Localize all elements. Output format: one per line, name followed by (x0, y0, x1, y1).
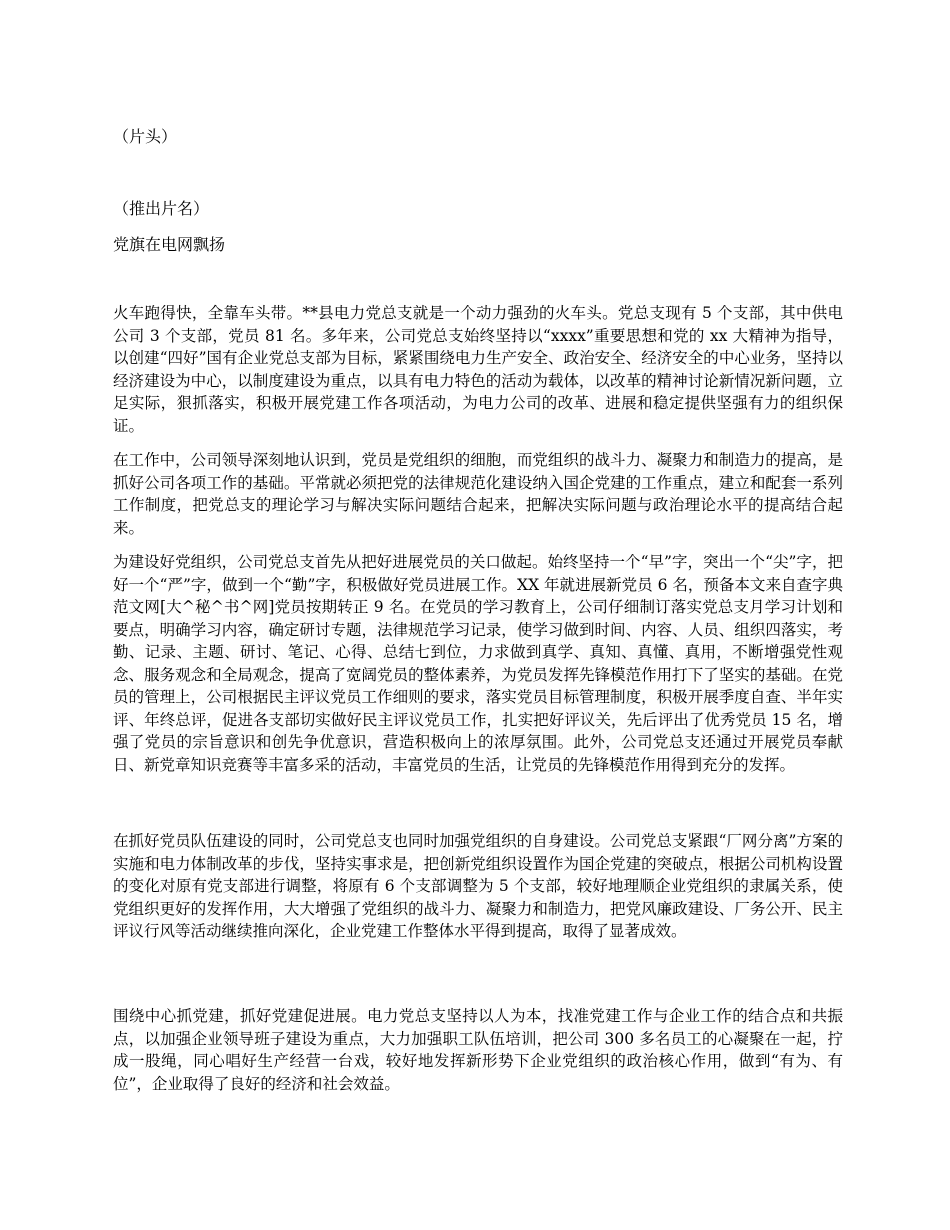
paragraph-2: 在工作中，公司领导深刻地认识到，党员是党组织的细胞，而党组织的战斗力、凝聚力和制造力的提高，是抓好公司各项工作的基础。平常就必须把党的法律规范化建设纳入国企党建的工作重点，建立和配套一系列工作制度，把党总支的理论学习与解决实际问题结合起来，把解决实际问题与政治理论水平的提高结合起来。 (113, 451, 843, 537)
paragraph-3: 为建设好党组织，公司党总支首先从把好进展党员的关口做起。始终坚持一个“早”字，突出一个“尖”字，把好一个“严”字，做到一个“勤”字，积极做好党员进展工作。XX 年就进展新党员 6 名，预备本文来自查字典范文网[大^秘^书^网]党员按期转正 9 名。在党员的学习教育上，公司仔细制订落实党总支月学习计划和要点，明确学习内容，确定研讨专题，法律规范学习记录，使学习做到时间、内容、人员、组织四落实，考勤、记录、主题、研讨、笔记、心得、总结七到位，力求做到真学、真知、真懂、真用，不断增强党性观念、服务观念和全局观念，提高了宽阔党员的整体素养，为党员发挥先锋模范作用打下了坚实的基础。在党员的管理上，公司根据民主评议党员工作细则的要求，落实党员目标管理制度，积极开展季度自查、半年实评、年终总评，促进各支部切实做好民主评议党员工作，扎实把好评议关，先后评出了优秀党员 15 名，增强了党员的宗旨意识和创先争优意识，营造积极向上的浓厚氛围。此外，公司党总支还通过开展党员奉献日、新党章知识竞赛等丰富多采的活动，丰富党员的生活，让党员的先锋模范作用得到充分的发挥。 (113, 553, 843, 774)
section-label-title-reveal: （推出片名） (113, 199, 210, 218)
section-label-opening: （片头） (113, 127, 178, 146)
paragraph-4: 在抓好党员队伍建设的同时，公司党总支也同时加强党组织的自身建设。公司党总支紧跟“厂网分离”方案的实施和电力体制改革的步伐，坚持实事求是，把创新党组织设置作为国企党建的突破点，根据公司机构设置的变化对原有党支部进行调整，将原有 6 个支部调整为 5 个支部，较好地理顺企业党组织的隶属关系，使党组织更好的发挥作用，大大增强了党组织的战斗力、凝聚力和制造力，把党风廉政建设、厂务公开、民主评议行风等活动继续推向深化，企业党建工作整体水平得到提高，取得了显著成效。 (113, 832, 843, 940)
paragraph-1: 火车跑得快，全靠车头带。**县电力党总支就是一个动力强劲的火车头。党总支现有 5 个支部，其中供电公司 3 个支部，党员 81 名。多年来，公司党总支始终坚持以“xxxx”重要思想和党的 xx 大精神为指导，以创建“四好”国有企业党总支部为目标，紧紧围绕电力生产安全、政治安全、经济安全的中心业务，坚持以经济建设为中心，以制度建设为重点，以具有电力特色的活动为载体，以改革的精神讨论新情况新问题，立足实际，狠抓落实，积极开展党建工作各项活动，为电力公司的改革、进展和稳定提供坚强有力的组织保证。 (113, 304, 843, 435)
paragraph-5: 围绕中心抓党建，抓好党建促进展。电力党总支坚持以人为本，找准党建工作与企业工作的结合点和共振点，以加强企业领导班子建设为重点，大力加强职工队伍培训，把公司 300 多名员工的心凝聚在一起，拧成一股绳，同心唱好生产经营一台戏，较好地发挥新形势下企业党组织的政治核心作用，做到“有为、有位”，企业取得了良好的经济和社会效益。 (113, 1007, 843, 1093)
document-title: 党旗在电网飘扬 (113, 235, 226, 254)
